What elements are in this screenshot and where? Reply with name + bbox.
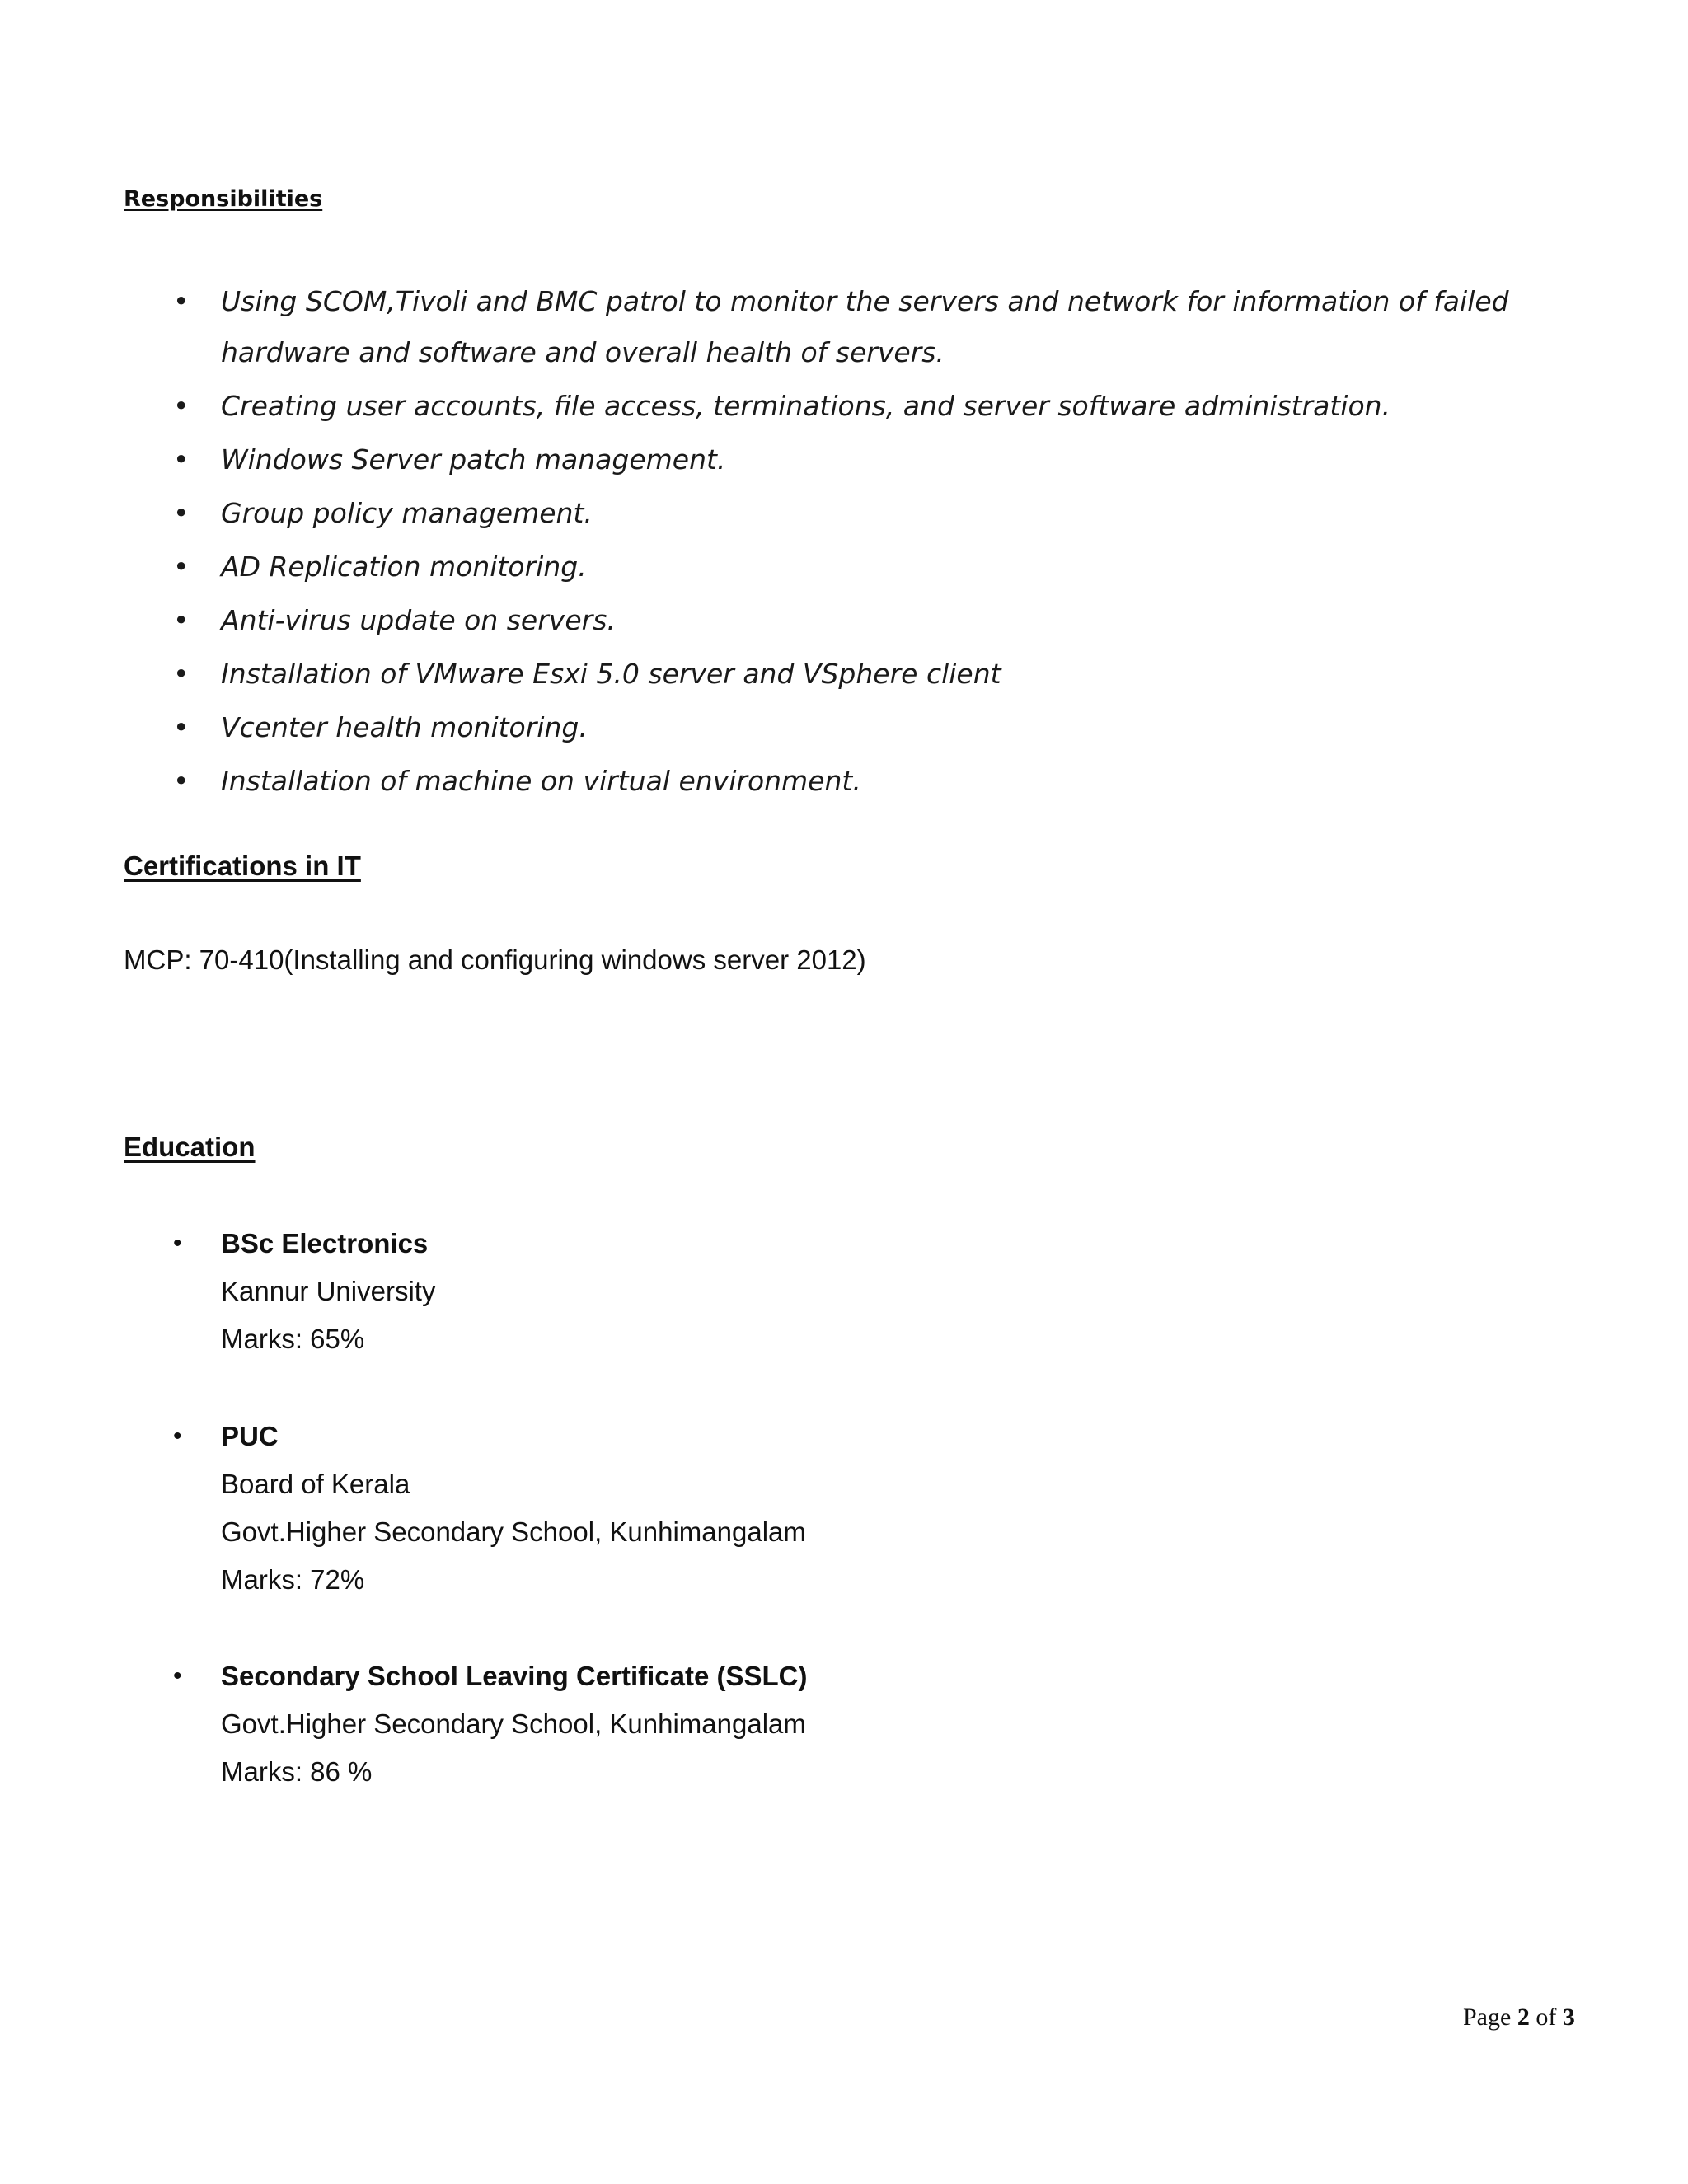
responsibility-text: Installation of machine on virtual environment. — [221, 765, 861, 797]
page-footer — [1463, 2001, 1575, 2034]
education-title: PUC — [221, 1421, 279, 1451]
certifications-heading: Certifications in IT — [124, 851, 361, 881]
education-detail: Board of Kerala — [221, 1469, 410, 1499]
bullet-icon: • — [173, 285, 190, 317]
of-word: of — [1536, 2004, 1557, 2031]
list-item — [173, 756, 1574, 807]
list-item — [173, 595, 1574, 646]
page-word: Page — [1463, 2004, 1512, 2031]
list-item — [173, 434, 1574, 485]
bullet-icon: • — [173, 443, 190, 476]
education-detail: Govt.Higher Secondary School, Kunhimangalam — [221, 1516, 806, 1547]
current-page-number: 2 — [1517, 2004, 1530, 2031]
responsibility-text: Vcenter health monitoring. — [221, 711, 588, 743]
bullet-icon: • — [173, 390, 190, 422]
responsibility-text: AD Replication monitoring. — [221, 551, 587, 583]
responsibility-text: Installation of VMware Esxi 5.0 server and VSphere client — [221, 658, 1001, 690]
responsibilities-list — [173, 276, 1574, 809]
education-title: Secondary School Leaving Certificate (SSLC) — [221, 1661, 808, 1691]
certification-text: MCP: 70-410(Installing and configuring windows server 2012) — [124, 944, 866, 975]
education-detail: Marks: 86 % — [221, 1756, 373, 1787]
total-page-count: 3 — [1562, 2004, 1575, 2031]
bullet-icon: • — [173, 604, 190, 636]
responsibility-text: Creating user accounts, file access, terminations, and server software administration. — [221, 390, 1391, 422]
responsibility-text: Group policy management. — [221, 497, 593, 529]
bullet-icon: • — [173, 765, 190, 797]
education-detail: Marks: 65% — [221, 1324, 365, 1354]
responsibilities-heading: Responsibilities — [124, 186, 323, 212]
bullet-icon: • — [173, 658, 190, 690]
bullet-icon: • — [173, 711, 190, 743]
education-heading: Education — [124, 1132, 256, 1162]
responsibility-text: Anti-virus update on servers. — [221, 604, 616, 636]
bullet-icon: • — [173, 1662, 182, 1690]
responsibility-text: Windows Server patch management. — [221, 443, 726, 476]
education-title: BSc Electronics — [221, 1228, 429, 1258]
list-item — [173, 649, 1574, 700]
list-item — [173, 702, 1574, 753]
list-item — [173, 276, 1574, 378]
education-detail: Govt.Higher Secondary School, Kunhimangalam — [221, 1708, 806, 1739]
bullet-icon: • — [173, 1422, 182, 1450]
bullet-icon: • — [173, 1230, 182, 1257]
list-item — [173, 488, 1574, 539]
education-detail: Marks: 72% — [221, 1564, 365, 1595]
list-item — [173, 381, 1574, 432]
list-item — [173, 541, 1574, 593]
bullet-icon: • — [173, 551, 190, 583]
bullet-icon: • — [173, 497, 190, 529]
education-detail: Kannur University — [221, 1276, 436, 1306]
responsibility-text: Using SCOM,Tivoli and BMC patrol to monitor the servers and network for information of failed hardware and software and overall health of servers. — [221, 285, 1509, 368]
